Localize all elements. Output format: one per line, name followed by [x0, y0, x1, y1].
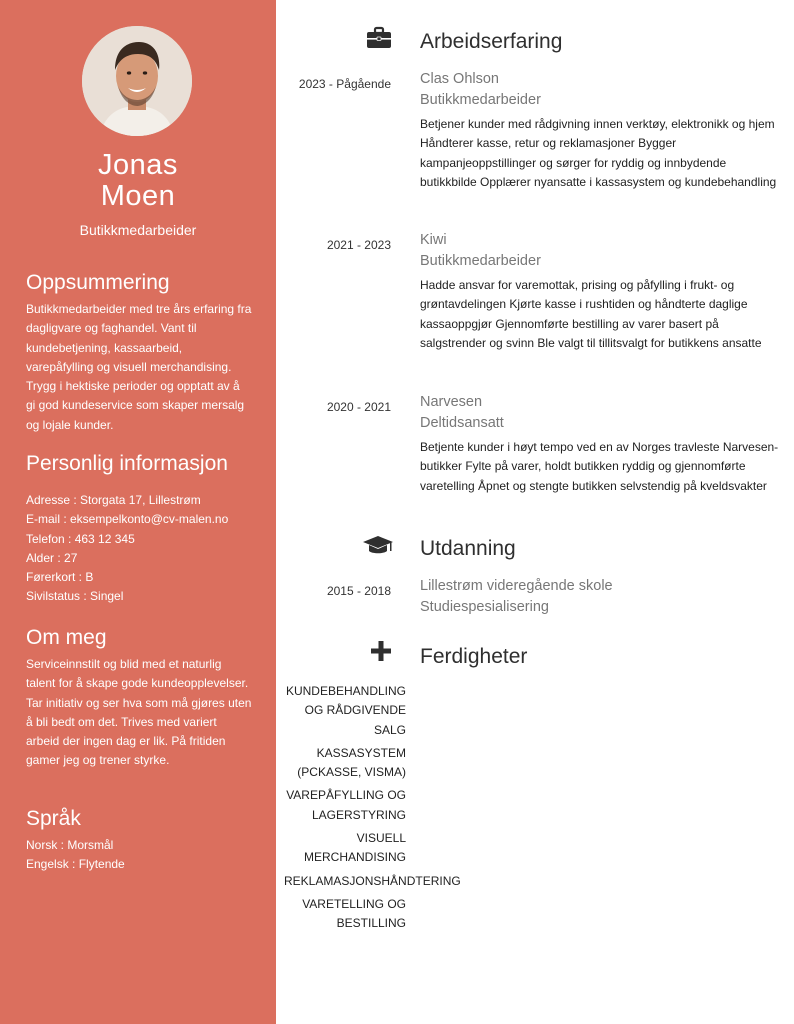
- skills-list: [284, 682, 464, 938]
- education-entry: [420, 576, 780, 622]
- summary-heading: Oppsummering: [26, 271, 170, 294]
- education-school: Lillestrøm videregående skole: [420, 578, 613, 594]
- personal-info-license: Førerkort : B: [26, 570, 94, 585]
- skill-item: KUNDEBEHANDLING OG RÅDGIVENDE SALG: [285, 684, 406, 737]
- experience-entry: [420, 230, 780, 354]
- skill-item: VARETELLING OG BESTILLING: [302, 896, 406, 931]
- experience-description: Betjente kunder i høyt tempo ved en av Norges travleste Narvesen-butikker Fylte på varer, holdt butikken ryddig og gjennomførte varetelling Åpnet og stengte butikken selvstendig på kveldsvakter: [420, 440, 779, 493]
- experience-date: 2023 - Pågående: [298, 77, 391, 91]
- skill-item: VISUELL MERCHANDISING: [303, 831, 406, 865]
- language-item: Engelsk : Flytende: [26, 857, 125, 872]
- experience-description: Betjener kunder med rådgivning innen verktøy, elektronikk og hjem Håndterer kasse, retur og reklamasjoner Bygger kampanjeoppstillinger og sørger for ryddig og innbydende butikkbilde Opplærer nyansatte i kassasystem og kundebehandling: [420, 117, 777, 190]
- experience-entry: [420, 392, 780, 496]
- experience-role: Butikkmedarbeider: [420, 92, 541, 108]
- last-name: Moen: [100, 180, 176, 212]
- skill-item: REKLAMASJONSHÅNDTERING: [284, 873, 461, 888]
- personal-info-email: E-mail : eksempelkonto@cv-malen.no: [26, 512, 229, 527]
- main-content: [276, 0, 794, 1024]
- personal-info-age: Alder : 27: [26, 550, 78, 565]
- profile-photo: [82, 26, 192, 136]
- education-heading: Utdanning: [420, 537, 516, 560]
- personal-info-address: Adresse : Storgata 17, Lillestrøm: [26, 493, 201, 507]
- first-name: Jonas: [98, 149, 178, 181]
- avatar: [82, 26, 192, 136]
- experience-employer: Kiwi: [420, 232, 447, 248]
- personal-info-heading: Personlig informasjon: [26, 452, 228, 475]
- skill-item: VAREPÅFYLLING OG LAGERSTYRING: [286, 788, 406, 822]
- experience-heading: Arbeidserfaring: [420, 30, 563, 53]
- languages-heading: Språk: [26, 807, 81, 830]
- experience-entry: [420, 69, 780, 193]
- graduation-cap-icon: [362, 533, 394, 557]
- personal-info-status: Sivilstatus : Singel: [26, 589, 124, 604]
- experience-role: Butikkmedarbeider: [420, 253, 541, 269]
- full-name: [0, 150, 276, 212]
- education-date: 2015 - 2018: [326, 584, 391, 598]
- about-heading: Om meg: [26, 626, 107, 649]
- languages-section: [26, 806, 252, 875]
- skill-item: KASSASYSTEM (PCKASSE, VISMA): [297, 745, 406, 780]
- about-section: [26, 625, 252, 771]
- education-program: Studiespesialisering: [420, 599, 549, 615]
- plus-icon: [370, 640, 392, 662]
- briefcase-icon: [366, 26, 392, 50]
- experience-description: Hadde ansvar for varemottak, prising og påfylling i frukt- og grøntavdelingen Kjørte kasse i rushtiden og håndterte daglige kassaoppgjør Gjennomførte bestilling av varer basert på salgstrender og svinn Ble valgt til tillitsvalgt for butikkens ansatte: [420, 278, 762, 351]
- summary-section: [26, 270, 252, 435]
- personal-info-section: [26, 451, 252, 607]
- experience-employer: Narvesen: [420, 394, 483, 410]
- experience-employer: Clas Ohlson: [420, 71, 499, 87]
- skills-heading: Ferdigheter: [420, 645, 528, 668]
- experience-role: Deltidsansatt: [420, 415, 504, 431]
- language-item: Norsk : Morsmål: [26, 838, 114, 852]
- experience-date: 2020 - 2021: [326, 400, 391, 414]
- sidebar: [0, 0, 276, 1024]
- about-text: Serviceinnstilt og blid med et naturlig talent for å skape gode kundeopplevelser. Tar initiativ og ser hva som må gjøres uten å bli bedt om det. Trives med variert arbeid der ingen dag er lik. På fritiden gamer jeg og trener styrke.: [26, 657, 252, 768]
- summary-text: Butikkmedarbeider med tre års erfaring fra dagligvare og faghandel. Vant til kundebetjening, kassaarbeid, varepåfylling og visuell merchandising. Trygg i hektiske perioder og opptatt av å gi god kundeservice som skaper mersalg og lojale kunder.: [26, 302, 252, 432]
- personal-info-phone: Telefon : 463 12 345: [26, 531, 135, 546]
- job-title: Butikkmedarbeider: [79, 222, 197, 238]
- experience-date: 2021 - 2023: [326, 238, 391, 252]
